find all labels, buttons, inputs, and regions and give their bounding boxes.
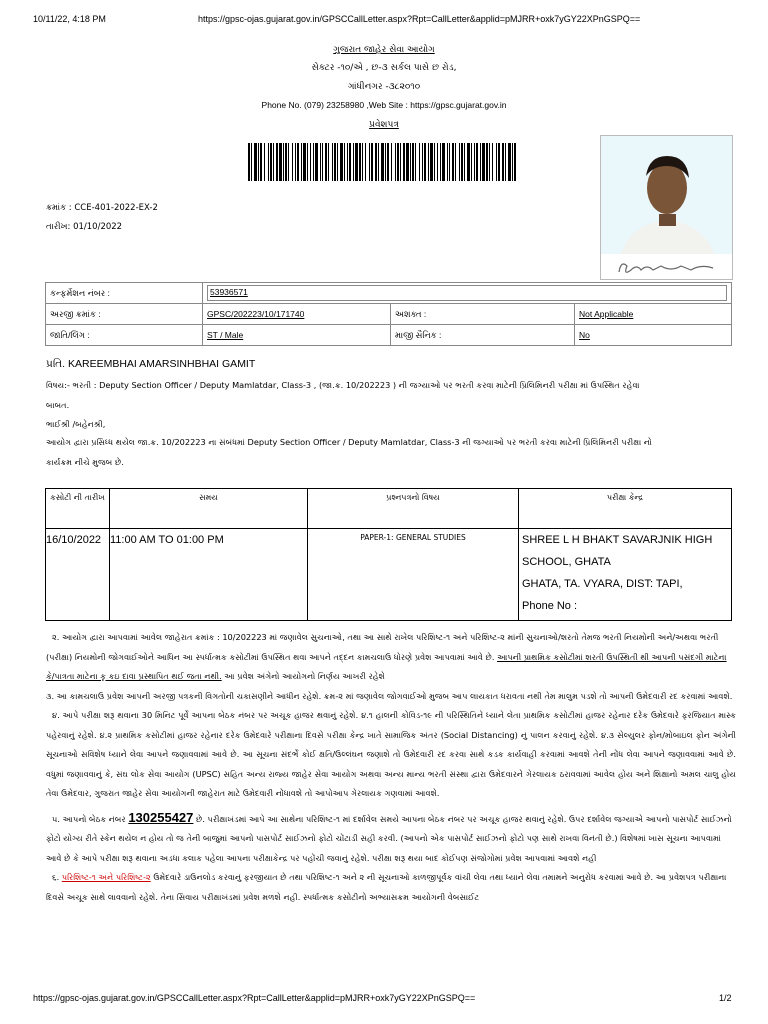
app-value-cell bbox=[203, 304, 391, 325]
instruction-4: ૪. આપે પરીક્ષા શરૂ થવાના 30 મિનિટ પૂર્વે આપના બેઠક નંબર પર અચૂક હાજર થવાનું રહેશે. ૪.૧ હાલની કોવિડ-૧૯ ની પરિસ્થિતિને ધ્યાને લેતા પ્રાથમિક કસોટીમાં હાજર રહેનાર દરેક ઉમેદવારે ફરજિયાત માસ્ક પહેરવાનું રહેશે. ૪.૨ પ્રાથમિક કસોટીમાં હાજર રહેનાર દરેક ઉમેદવારે પરીક્ષાના દિવસે પરીક્ષા કેન્દ્ર ખાતે સામાજિક અંતર (Social Distancing) નું પાલન કરવાનું રહેશે. ૪.૩ સેલ્યુલર ફોન/મોબાઇલ ફોન અંગેની સૂચનાઓ સવિશેષ ધ્યાને લેવા આપને જણાવવામાં આવે છે. આ સૂચના સંદર્ભે કોઈ ક્ષતિ/ઉલ્લંઘન જણાશે તો ઉમેદવારી રદ કરવા સાથે કડક કાર્યવાહી કરવામાં આવશે તેની નોંધ લેવા આપને જણાવવામાં આવે છે. વધુમાં જણાવવાનું કે, સંઘ લોક સેવા આયોગ (UPSC) સહિત અન્ય રાજ્ય જાહેર સેવા આયોગ અથવા અન્ય માન્ય ભરતી સંસ્થા દ્વારા ઉમેદવારને ગેરલાયક ઠરાવવામાં આવેલ હોય અને શિક્ષાનો અમલ ચાલુ હોય તેવા ઉમેદવાર, ગુજરાત જાહેર સેવા આયોગની જાહેરાત માટે ઉમેદવારી નોંધાવશે તો આપોઆપ ગેરલાયક ગણવામાં આવશે. bbox=[46, 710, 736, 798]
exam-center bbox=[519, 529, 732, 621]
conf-value-box bbox=[207, 285, 727, 301]
app-label: અરજી ક્રમાંક : bbox=[46, 304, 203, 325]
instructions bbox=[46, 628, 736, 948]
org-address-2: ગાંધીનગર -૩૮૨૦૧૦ bbox=[347, 82, 421, 92]
center-line-3: GHATA, TA. VYARA, DIST: TAPI, bbox=[522, 578, 683, 590]
annexure-link[interactable]: પરિશિષ્ટ-૧ અને પરિશિષ્ટ-૨ bbox=[61, 872, 151, 882]
instruction-6-rest: ઉમેદવારે ડાઉનલોડ કરવાનું ફરજીયાત છે તથા પરિશિષ્ટ-૧ અને ૨ ની સૂચનાઓ કાળજીપૂર્વક વાંચી લેવા તથા ધ્યાને લેવા તમામને અનુરોધ કરવામાં આવે છે. આ પ્રવેશપત્ર પરીક્ષાના દિવસે અચૂક સાથે લાવવાનો રહેશે. તેના સિવાય પરીક્ષાખંડમાં પ્રવેશ મળશે નહી. સ્પર્ધાત્મક કસોટીનો અભ્યાસક્રમ આયોગની વેબસાઈટ bbox=[46, 872, 727, 902]
print-datetime: 10/11/22, 4:18 PM bbox=[33, 14, 106, 24]
body-line-2: કાર્યક્રમ નીચે મુજબ છે. bbox=[46, 457, 124, 467]
candidate-info-table bbox=[45, 282, 732, 346]
ref-number: ક્રમાંક : CCE-401-2022-EX-2 bbox=[46, 203, 158, 213]
caste-label: જાતિ/લિંગ : bbox=[46, 325, 203, 346]
instruction-5-rest: છે. પરીક્ષાખંડમાં આપે આ સાથેના પરિશિષ્ટ-૧ માં દર્શાવેલ સમયે આપના બેઠક નંબર પર અચૂક હાજર થવાનું રહેશે. ઉપર દર્શાવેલ જગ્યાએ આપનો પાસપોર્ટ સાઈઝનો ફોટો યોગ્ય રીતે સ્કેન થયેલ ન હોય તો જ તેની બાજુમાં આપનો પાસપોર્ટ સાઈઝનો ફોટો ચોંટાડી સહી કરવી. (આપનો એક પાસપોર્ટ સાઈઝનો ફોટો પણ સાથે રાખવા વિનંતી છે.) વિશેષમાં ખાસ સૂચના આપવામાં આવે છે કે આપે પરીક્ષા શરૂ થવાના અડધા કલાક પહેલા આપના પરીક્ષાકેન્દ્ર પર પહોંચી જવાનું રહેશે. પરીક્ષા શરૂ થયા બાદ કોઈપણ સંજોગોમાં પ્રવેશ આપવામાં આવશે નહી bbox=[46, 813, 732, 863]
exsm-label: માજી સૈનિક : bbox=[391, 325, 575, 346]
caste-value: ST / Male bbox=[207, 330, 244, 340]
instruction-2-end: આ પ્રવેશ અંગેનો આયોગનો નિર્ણય આખરી રહેશે bbox=[224, 671, 385, 681]
instruction-6 bbox=[46, 868, 736, 907]
doc-title: પ્રવેશપત્ર bbox=[369, 120, 399, 130]
center-line-2: SCHOOL, GHATA bbox=[522, 556, 611, 568]
disability-value: Not Applicable bbox=[579, 309, 634, 319]
candidate-photo bbox=[600, 135, 733, 280]
instruction-5-start: ૫. આપનો બેઠક નંબર bbox=[52, 813, 126, 824]
instruction-6-start: ૬. bbox=[52, 872, 60, 882]
org-contact: Phone No. (079) 23258980 ,Web Site : https://gpsc.gujarat.gov.in bbox=[261, 100, 507, 110]
center-line-1: SHREE L H BHAKT SAVARJNIK HIGH bbox=[522, 534, 713, 546]
seat-number: 130255427 bbox=[128, 809, 194, 825]
exam-paper: PAPER-1: GENERAL STUDIES bbox=[308, 529, 519, 621]
letter-date: તારીખ: 01/10/2022 bbox=[46, 222, 123, 232]
instruction-2-underlined: આપની પ્રાથમિક કસોટીમાં શરતી ઉપસ્થિતી થી આપની પસંદગી માટેના કે/પાત્રતા માટેના કૃ કઇ દાવા પ્રસ્થાપિત થઈ જતા નથી. bbox=[46, 651, 727, 681]
instruction-3: ૩. આ કામચલાઉ પ્રવેશ આપની અરજી પત્રકની વિગતોની ચકાસણીને આધીન રહેશે. ક્રમ-૨ માં જણાવેલ જોગવાઈઓ મુજબ આપ લાયકાત ધરાવતા નથી તેમ માલુમ પડશે તો આપની ઉમેદવારી રદ કરવામાં આવશે. bbox=[46, 690, 733, 701]
print-url-bottom[interactable]: https://gpsc-ojas.gujarat.gov.in/GPSCCallLetter.aspx?Rpt=CallLetter&applid=pMJRR+oxk7yGY22XPnGSPQ== bbox=[33, 993, 476, 1003]
col-paper-header: પ્રશ્નપત્રનો વિષય bbox=[308, 489, 519, 529]
disability-label: અશક્ત : bbox=[391, 304, 575, 325]
barcode bbox=[248, 143, 518, 181]
conf-value-cell bbox=[203, 283, 732, 304]
exam-schedule-table bbox=[45, 488, 732, 621]
caste-value-cell bbox=[203, 325, 391, 346]
subject-line-2: બાબત. bbox=[46, 400, 70, 410]
org-address-1: સેક્ટર -૧૦/એ , છ-૩ સર્કલ પાસે છ રોડ, bbox=[311, 63, 457, 73]
disability-value-cell bbox=[575, 304, 732, 325]
print-url-top[interactable]: https://gpsc-ojas.gujarat.gov.in/GPSCCallLetter.aspx?Rpt=CallLetter&applid=pMJRR+oxk7yGY22XPnGSPQ== bbox=[198, 14, 641, 24]
exam-date: 16/10/2022 bbox=[46, 529, 110, 621]
exam-time: 11:00 AM TO 01:00 PM bbox=[110, 529, 308, 621]
col-date-header: કસોટી ની તારીખ bbox=[46, 489, 110, 529]
instruction-2 bbox=[46, 628, 736, 687]
print-page-number: 1/2 bbox=[719, 993, 732, 1003]
conf-value: 53936571 bbox=[210, 287, 248, 297]
subject-line-1: વિષય:- ભરતી : Deputy Section Officer / Deputy Mamlatdar, Class-3 , (જા.ક્ર. 10/202223 ) ની જગ્યાઓ પર ભરતી કરવા માટેની પ્રિલિમિનરી પરીક્ષા માં ઉપસ્થિત રહેવા bbox=[46, 380, 640, 390]
conf-label: કન્ફર્મેશન નંબર : bbox=[46, 283, 203, 304]
instruction-2-text: ૨. આયોગ દ્વારા આપવામાં આવેલ જાહેરાત ક્રમાંક : 10/202223 માં જણાવેલ સુચનાઓ, તથા આ સાથે રાખેલ પરિશિષ્ટ-૧ અને પરિશિષ્ટ-૨ માંની સુચનાઓ/શરતો તેમજ ભરતી નિયમોની અને/અથવા ભરતી (પરીક્ષા) નિયમોની જોગવાઈઓને આધિન આ સ્પર્ધાત્મક કસોટીમાં ઉપસ્થિત થવા આપને તદ્દન કામચલાઉ ધોરણે પ્રવેશ આપવામાં આવે છે. bbox=[46, 632, 719, 662]
body-line-1: આયોગ દ્વારા પ્રસિધ્ધ થયેલ જા.ક્ર. 10/202223 ના સંબંધમાં Deputy Section Officer / Deputy Mamlatdar, Class-3 ની જગ્યાઓ પર ભરતી કરવા માટેની પ્રિલિમિનરી પરીક્ષા નો bbox=[46, 437, 652, 447]
candidate-name: પ્રતિ. KAREEMBHAI AMARSINHBHAI GAMIT bbox=[46, 358, 256, 370]
col-center-header: પરીક્ષા કેન્દ્ર bbox=[519, 489, 732, 529]
org-name: ગુજરાત જાહેર સેવા આયોગ bbox=[333, 45, 435, 55]
col-time-header: સમય bbox=[110, 489, 308, 529]
greeting: ભાઈશ્રી /બહેનશ્રી, bbox=[46, 419, 106, 429]
center-line-4: Phone No : bbox=[522, 600, 578, 612]
app-value: GPSC/202223/10/171740 bbox=[207, 309, 305, 319]
instruction-5 bbox=[46, 808, 736, 869]
exsm-value-cell bbox=[575, 325, 732, 346]
exsm-value: No bbox=[579, 330, 590, 340]
